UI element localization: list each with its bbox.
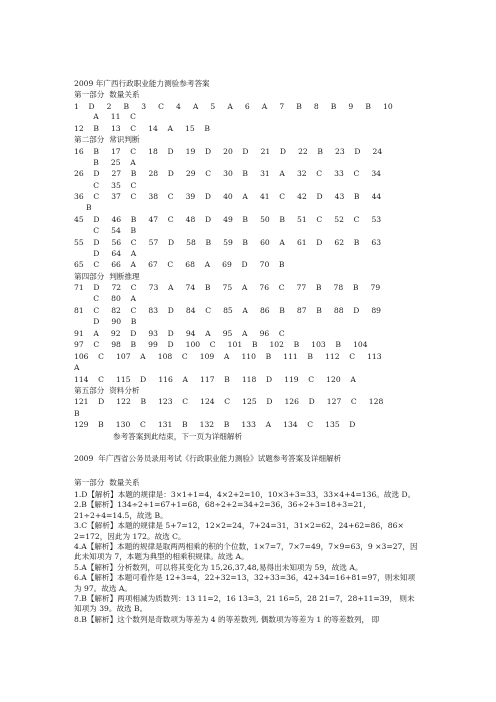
analysis-item: 3.C【解析】本题的规律是 5+7=12，12×2=24，7+24=31，31×2=62，24+62=86，86× 2=172，因此为 172。故选 C。 (74, 521, 404, 541)
answer-row: 55 D 56 C 57 D 58 B 59 B 60 A 61 D 62 B 63 (74, 238, 382, 247)
analysis-section-heading: 第一部分 数量关系 (74, 478, 140, 487)
answer-row: D 64 A (86, 249, 137, 258)
answer-row: 121 D 122 B 123 C 124 C 125 D 126 D 127 C 128 (74, 397, 384, 406)
doc-title: 2009 年广西行政职业能力测验参考答案 (74, 79, 210, 88)
answer-row: 97 C 98 B 99 D 100 C 101 B 102 B 103 B 104 (74, 340, 368, 349)
answer-row: B (86, 203, 92, 212)
answer-row: A 11 C (86, 112, 136, 121)
answer-row: 114 C 115 D 116 A 117 B 118 D 119 C 120 A (74, 375, 356, 384)
analysis-item: 6.A【解析】本题可看作是 12+3=4，22+32=13，32+33=36，42+34=16+81=97，则未知项为 97。故选 A。 (74, 573, 416, 593)
analysis-list (74, 490, 420, 625)
analysis-item: 1.D【解析】本题的规律是：3×1+1=4，4×2+2=10，10×3+3=33，33×4+4=136。故选 D。 (74, 490, 416, 499)
answer-row: 45 D 46 B 47 C 48 D 49 B 50 B 51 C 52 C 53 (74, 215, 382, 224)
answer-row: B (74, 409, 80, 418)
section-heading: 第二部分 常识判断 (74, 135, 140, 144)
answer-row: 71 D 72 C 73 A 74 B 75 A 76 C 77 B 78 B 79 (74, 283, 381, 292)
analysis-item: 4.A【解析】本题的规律是取两两相乘的积的个位数，1×7=7，7×7=49，7×9=63，9 ×3=27，因此未知项为 7，本题为典型的相乘积规律。故选 A。 (74, 542, 418, 562)
answer-row: 36 C 37 C 38 C 39 D 40 A 41 C 42 D 43 B 44 (74, 192, 382, 201)
answer-row: 1 D 2 B 3 C 4 A 5 A 6 A 7 B 8 B 9 B 10 (74, 102, 393, 111)
analysis-item: 7.B【解析】两项相减为质数列：13 11=2，16 13=3，21 16=5，28 21=7，28+11=39， 则未知项为 39。故选 B。 (74, 594, 415, 614)
end-note: 参考答案到此结束，下一页为详细解析 (113, 432, 243, 441)
section-heading: 第一部分 数量关系 (74, 90, 140, 99)
section-heading: 第四部分 判断推理 (74, 272, 140, 281)
analysis-item: 2.B【解析】134÷2+1=67+1=68，68÷2+2=34+2=36，36÷2+3=18+3=21，21÷2+4=14.5，故选 B。 (74, 500, 371, 520)
answer-row: C 54 B (86, 226, 137, 235)
answer-row: 26 D 27 B 28 D 29 C 30 B 31 A 32 C 33 C 34 (74, 169, 382, 178)
answer-row: C 80 A (86, 294, 136, 303)
answer-row: 16 B 17 C 18 D 19 D 20 D 21 D 22 B 23 D 24 (74, 147, 383, 156)
answer-row: 12 B 13 C 14 A 15 B (74, 124, 210, 133)
answer-row: 129 B 130 C 131 B 132 B 133 A 134 C 135 D (74, 420, 356, 429)
analysis-item: 5.A【解析】分析数列，可以将其变化为 15,26,37,48,易得出未知项为 59，故选 A。 (74, 562, 363, 572)
analysis-item: 8.B【解析】这个数列是奇数项为等差为 4 的等差数列, 偶数项为等差为 1 的等差数列， 即 (74, 614, 380, 624)
answer-row: 91 A 92 D 93 D 94 A 95 A 96 C (74, 329, 285, 338)
answer-row: B 25 A (86, 158, 136, 167)
answer-row: D 90 B (86, 317, 137, 326)
section-heading: 第五部分 资料分析 (74, 386, 140, 395)
answer-row: C 35 C (86, 181, 137, 190)
answer-row: A (74, 363, 80, 372)
analysis-title: 2009 年广西省公务员录用考试《行政职业能力测验》试题参考答案及详细解析 (74, 454, 342, 463)
answer-row: 65 C 66 A 67 C 68 A 69 D 70 B (74, 260, 285, 269)
answer-row: 81 C 82 C 83 D 84 C 85 A 86 B 87 B 88 D 89 (74, 306, 382, 315)
answer-row: 106 C 107 A 108 C 109 A 110 B 111 B 112 C 113 (74, 352, 382, 361)
